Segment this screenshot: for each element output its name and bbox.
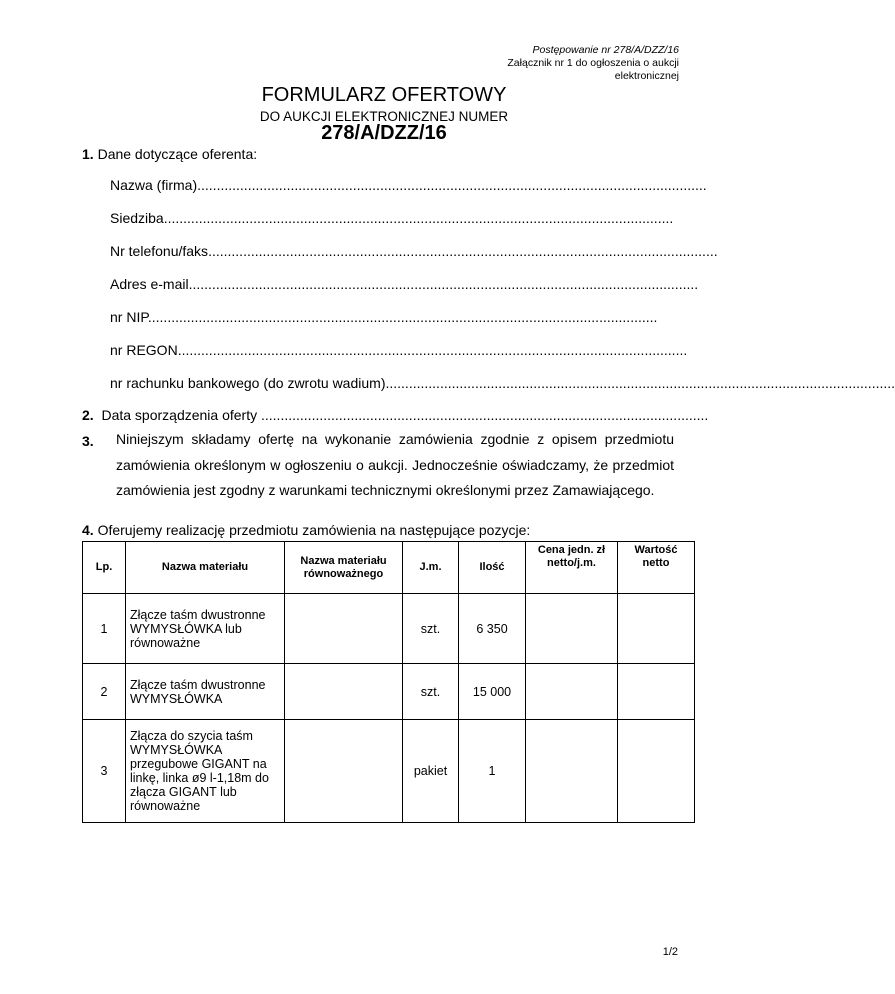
row-value-cell[interactable]: [618, 594, 695, 664]
row-unit: szt.: [403, 664, 459, 720]
section-2-date[interactable]: 2. Data sporządzenia oferty ...................................................................................................................: [82, 407, 709, 423]
col-material-name: Nazwa materiału: [126, 542, 285, 594]
table-row: [83, 664, 695, 720]
row-material-name: Złącze taśm dwustronne WYMYSŁÓWKA lub równoważne: [126, 594, 285, 664]
col-unit: J.m.: [403, 542, 459, 594]
offer-table: [82, 541, 695, 823]
row-lp: 3: [83, 720, 126, 823]
table-row: [83, 720, 695, 823]
row-quantity: 6 350: [459, 594, 526, 664]
row-material-name: Złącze taśm dwustronne WYMYSŁÓWKA: [126, 664, 285, 720]
row-unit: szt.: [403, 594, 459, 664]
annex-label-cont: elektronicznej: [614, 70, 679, 82]
row-price-cell[interactable]: [526, 720, 618, 823]
procedure-number: Postępowanie nr 278/A/DZZ/16: [532, 44, 679, 56]
document-header: [507, 44, 679, 83]
field-bank-account[interactable]: nr rachunku bankowego (do zwrotu wadium)...................................................................................................................................: [110, 375, 895, 391]
row-equivalent-cell[interactable]: [285, 720, 403, 823]
row-equivalent-cell[interactable]: [285, 594, 403, 664]
section-2-label: Data sporządzenia oferty: [101, 407, 258, 423]
field-company-name[interactable]: Nazwa (firma)...................................................................................................................................: [110, 177, 707, 193]
row-price-cell[interactable]: [526, 664, 618, 720]
annex-label: Załącznik nr 1 do ogłoszenia o aukcji: [507, 57, 679, 69]
row-value-cell[interactable]: [618, 664, 695, 720]
section-1-number: 1.: [82, 146, 94, 162]
row-quantity: 15 000: [459, 664, 526, 720]
col-equivalent-material: Nazwa materiału równoważnego: [285, 542, 403, 594]
field-phone-fax[interactable]: Nr telefonu/faks...................................................................................................................................: [110, 243, 718, 259]
section-3-declaration: Niniejszym składamy ofertę na wykonanie zamówienia zgodnie z opisem przedmiotu zamówienia określonym w ogłoszeniu o aukcji. Jednocześnie oświadczamy, że przedmiot zamówienia jest zgodny z warunkami technicznymi określonymi przez Zamawiającego.: [116, 431, 674, 498]
row-quantity: 1: [459, 720, 526, 823]
row-lp: 1: [83, 594, 126, 664]
row-lp: 2: [83, 664, 126, 720]
section-4-number: 4.: [82, 522, 94, 538]
row-value-cell[interactable]: [618, 720, 695, 823]
auction-number: 278/A/DZZ/16: [321, 122, 447, 144]
row-price-cell[interactable]: [526, 594, 618, 664]
col-unit-price: Cena jedn. zł netto/j.m.: [526, 542, 618, 594]
col-quantity: Ilość: [459, 542, 526, 594]
row-unit: pakiet: [403, 720, 459, 823]
form-title: FORMULARZ OFERTOWY: [261, 84, 507, 106]
section-3-number: 3.: [82, 433, 94, 449]
row-equivalent-cell[interactable]: [285, 664, 403, 720]
field-email[interactable]: Adres e-mail...................................................................................................................................: [110, 276, 699, 292]
section-1-heading: [82, 146, 257, 162]
section-4-heading: [82, 522, 530, 538]
section-4-label: Oferujemy realizację przedmiotu zamówienia na następujące pozycje:: [97, 522, 531, 538]
field-nip[interactable]: nr NIP...................................................................................................................................: [110, 309, 658, 325]
row-material-name: Złącza do szycia taśm WYMYSŁÓWKA przegubowe GIGANT na linkę, linka ø9 l-1,18m do złącza GIGANT lub równoważne: [126, 720, 285, 823]
field-regon[interactable]: nr REGON...................................................................................................................................: [110, 342, 688, 358]
section-2-number: 2.: [82, 407, 94, 423]
form-subtitle: DO AUKCJI ELEKTRONICZNEJ NUMER: [259, 109, 509, 124]
col-net-value: Wartość netto: [618, 542, 695, 594]
page-number: 1/2: [662, 946, 678, 958]
field-seat[interactable]: Siedziba...................................................................................................................................: [110, 210, 674, 226]
table-row: [83, 594, 695, 664]
col-lp: Lp.: [83, 542, 126, 594]
section-1-label: Dane dotyczące oferenta:: [97, 146, 258, 162]
table-header-row: [83, 542, 695, 594]
